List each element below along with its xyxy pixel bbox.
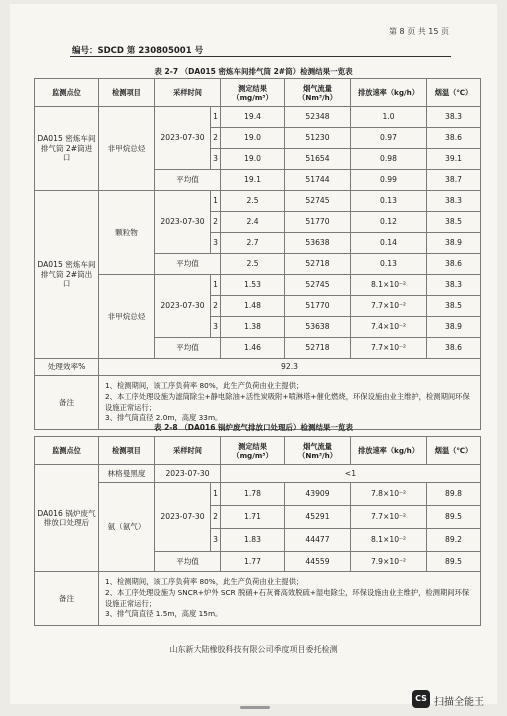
col-header-item: 检测项目 [99, 79, 155, 107]
rate-cell: 7.8×10⁻² [351, 483, 427, 506]
conc-cell: 19.4 [221, 107, 285, 128]
conc-cell: 1.53 [221, 275, 285, 296]
temp-cell: 89.5 [427, 552, 481, 572]
table2-header-row [35, 437, 481, 465]
col-header-flow: 烟气流量（Nm³/h） [285, 437, 351, 465]
conc-cell: 1.38 [221, 317, 285, 338]
conc-cell: 2.5 [221, 191, 285, 212]
rate-cell: 8.1×10⁻² [351, 529, 427, 552]
table-row [35, 107, 481, 128]
temp-cell: 38.6 [427, 338, 481, 359]
flow-cell: 44559 [285, 552, 351, 572]
conc-cell: 1.71 [221, 506, 285, 529]
sample-index: 3 [211, 233, 221, 254]
conc-cell: 19.0 [221, 128, 285, 149]
temp-cell: 38.3 [427, 191, 481, 212]
temp-cell: 89.5 [427, 506, 481, 529]
point-cell: DA016 锅炉废气排放口处理后 [35, 465, 99, 572]
avg-label: 平均值 [155, 254, 221, 275]
flow-cell: 52348 [285, 107, 351, 128]
table-row [35, 191, 481, 212]
rate-cell: 7.9×10⁻² [351, 552, 427, 572]
rate-cell: 8.1×10⁻² [351, 275, 427, 296]
sample-index: 3 [211, 149, 221, 170]
col-header-point: 监测点位 [35, 79, 99, 107]
item-cell: 颗粒物 [99, 191, 155, 275]
rate-cell: 7.7×10⁻² [351, 338, 427, 359]
rate-cell: 7.7×10⁻² [351, 506, 427, 529]
col-header-item: 检测项目 [99, 437, 155, 465]
item-cell: 林格曼黑度 [99, 465, 155, 483]
notes-row [35, 572, 481, 626]
notes-label: 备注 [35, 376, 99, 430]
conc-cell: 1.83 [221, 529, 285, 552]
temp-cell: 39.1 [427, 149, 481, 170]
flow-cell: 51770 [285, 212, 351, 233]
sample-index: 1 [211, 191, 221, 212]
table-row [35, 275, 481, 296]
rate-cell: 7.4×10⁻² [351, 317, 427, 338]
rate-cell: 0.99 [351, 170, 427, 191]
notes-label: 备注 [35, 572, 99, 626]
note-line: 2、本工序处理设施为滤筒除尘+静电除油+活性炭吸附+喷淋塔+催化燃烧，环保设施由业主维护，检测期间环保设施正常运行； [105, 391, 470, 412]
table1 [34, 78, 481, 430]
conc-cell: 1.77 [221, 552, 285, 572]
date-cell: 2023-07-30 [155, 191, 211, 254]
conc-cell: 19.1 [221, 170, 285, 191]
item-cell: 非甲烷总烃 [99, 275, 155, 359]
ringelmann-row [35, 465, 481, 483]
item-cell: 氨（氨气） [99, 483, 155, 572]
col-header-point: 监测点位 [35, 437, 99, 465]
rate-cell: 7.7×10⁻² [351, 296, 427, 317]
temp-cell: 38.5 [427, 296, 481, 317]
note-line: 2、本工序处理设施为 SNCR+炉外 SCR 脱硝+石灰膏高效脱硫+湿电除尘，环保设施由业主维护，检测期间环保设施正常运行； [105, 587, 470, 608]
sample-index: 3 [211, 529, 221, 552]
flow-cell: 52718 [285, 254, 351, 275]
note-line: 1、检测期间，该工序负荷率 80%，此生产负荷由业主提供； [105, 380, 304, 390]
sample-index: 1 [211, 275, 221, 296]
table2-caption: 表 2-8 （DA016 锅炉废气排放口处理后）检测结果一览表 [153, 423, 354, 432]
temp-cell: 38.9 [427, 233, 481, 254]
flow-cell: 52745 [285, 275, 351, 296]
temp-cell: 89.2 [427, 529, 481, 552]
sample-index: 2 [211, 506, 221, 529]
col-header-temp: 烟温（℃） [427, 437, 481, 465]
table2 [34, 436, 481, 626]
scanner-watermark: 扫描全能王 [434, 697, 484, 708]
efficiency-row [35, 359, 481, 376]
efficiency-value: 92.3 [99, 359, 481, 376]
rate-cell: 0.13 [351, 191, 427, 212]
flow-cell: 44477 [285, 529, 351, 552]
rate-cell: 1.0 [351, 107, 427, 128]
temp-cell: 38.5 [427, 212, 481, 233]
home-indicator [240, 706, 270, 709]
page-number: 第 8 页 共 15 页 [389, 27, 449, 36]
flow-cell: 51770 [285, 296, 351, 317]
note-line: 1、检测期间，该工序负荷率 80%，此生产负荷由业主提供； [105, 576, 304, 586]
conc-cell: 2.5 [221, 254, 285, 275]
sample-index: 1 [211, 107, 221, 128]
item-cell: 非甲烷总烃 [99, 107, 155, 191]
date-cell: 2023-07-30 [155, 465, 221, 483]
conc-cell: 1.78 [221, 483, 285, 506]
temp-cell: 89.8 [427, 483, 481, 506]
ringelmann-value: <1 [221, 465, 481, 483]
flow-cell: 51230 [285, 128, 351, 149]
date-cell: 2023-07-30 [155, 275, 211, 338]
date-cell: 2023-07-30 [155, 107, 211, 170]
flow-cell: 53638 [285, 233, 351, 254]
camscanner-logo-icon: CS [412, 690, 430, 708]
flow-cell: 52718 [285, 338, 351, 359]
col-header-time: 采样时间 [155, 79, 221, 107]
temp-cell: 38.3 [427, 107, 481, 128]
sample-index: 2 [211, 212, 221, 233]
date-cell: 2023-07-30 [155, 483, 211, 552]
note-line: 3、排气筒直径 1.5m，高度 15m。 [105, 609, 223, 619]
rate-cell: 0.12 [351, 212, 427, 233]
table1-header-row [35, 79, 481, 107]
temp-cell: 38.7 [427, 170, 481, 191]
avg-label: 平均值 [155, 552, 221, 572]
avg-label: 平均值 [155, 338, 221, 359]
rate-cell: 0.98 [351, 149, 427, 170]
document-footer: 山东新大陆橡胶科技有限公司季度项目委托检测 [169, 645, 338, 654]
col-header-time: 采样时间 [155, 437, 221, 465]
sample-index: 2 [211, 128, 221, 149]
col-header-flow: 烟气流量（Nm³/h） [285, 79, 351, 107]
conc-cell: 1.48 [221, 296, 285, 317]
flow-cell: 45291 [285, 506, 351, 529]
col-header-conc: 测定结果（mg/m³） [221, 79, 285, 107]
avg-label: 平均值 [155, 170, 221, 191]
col-header-rate: 排放速率（kg/h） [351, 79, 427, 107]
sample-index: 2 [211, 296, 221, 317]
flow-cell: 51744 [285, 170, 351, 191]
conc-cell: 1.46 [221, 338, 285, 359]
point-cell: DA015 密炼车间排气筒 2#筒出口 [35, 191, 99, 359]
sample-index: 1 [211, 483, 221, 506]
col-header-conc: 测定结果（mg/m³） [221, 437, 285, 465]
notes-text [99, 572, 481, 626]
note-line: 3、排气筒直径 2.0m，高度 33m。 [105, 413, 223, 423]
col-header-temp: 烟温（℃） [427, 79, 481, 107]
conc-cell: 2.4 [221, 212, 285, 233]
sample-index: 3 [211, 317, 221, 338]
rate-cell: 0.13 [351, 254, 427, 275]
flow-cell: 43909 [285, 483, 351, 506]
efficiency-label: 处理效率% [35, 359, 99, 376]
table1-caption: 表 2-7 （DA015 密炼车间排气筒 2#筒）检测结果一览表 [154, 67, 353, 76]
conc-cell: 19.0 [221, 149, 285, 170]
header-divider [70, 56, 451, 57]
conc-cell: 2.7 [221, 233, 285, 254]
document-page [10, 4, 497, 704]
point-cell: DA015 密炼车间排气筒 2#筒进口 [35, 107, 99, 191]
col-header-rate: 排放速率（kg/h） [351, 437, 427, 465]
rate-cell: 0.14 [351, 233, 427, 254]
temp-cell: 38.6 [427, 128, 481, 149]
flow-cell: 52745 [285, 191, 351, 212]
document-code: 编号：SDCD 第 230805001 号 [72, 46, 204, 56]
temp-cell: 38.3 [427, 275, 481, 296]
temp-cell: 38.6 [427, 254, 481, 275]
temp-cell: 38.9 [427, 317, 481, 338]
flow-cell: 51654 [285, 149, 351, 170]
rate-cell: 0.97 [351, 128, 427, 149]
flow-cell: 53638 [285, 317, 351, 338]
table-row [35, 483, 481, 506]
